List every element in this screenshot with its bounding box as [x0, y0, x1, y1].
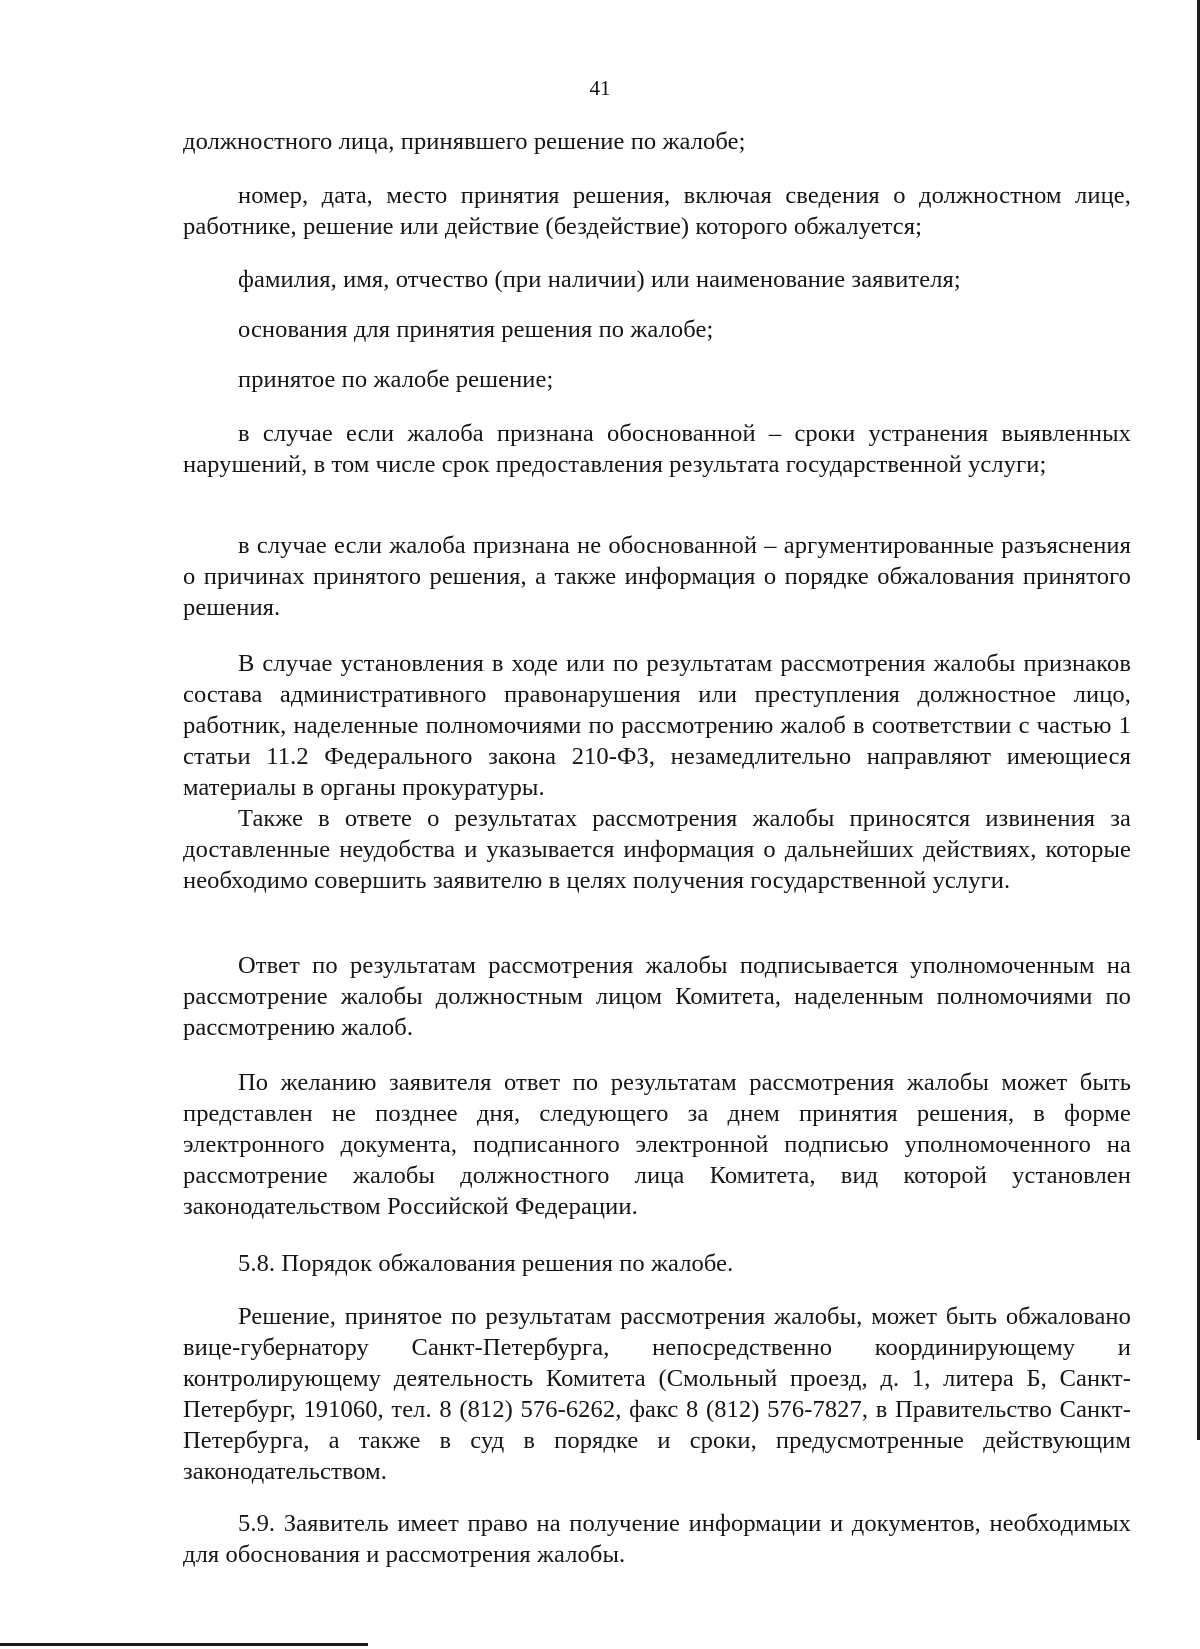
paragraph-electronic-answer: По желанию заявителя ответ по результатам рассмотрения жалобы может быть представлен не позднее дня, следующего за днем принятия решения, в форме электронного документа, подписанного электронной подписью уполномоченного на рассмотрение жалобы должностного лица Комитета, вид которой установлен законодательством Российской Федерации.: [183, 1069, 1131, 1220]
paragraph-continuation: должностного лица, принявшего решение по жалобе;: [183, 128, 746, 155]
paragraph-applicant-name: фамилия, имя, отчество (при наличии) или наименование заявителя;: [238, 266, 961, 293]
paragraph-answer-signed: Ответ по результатам рассмотрения жалобы подписывается уполномоченным на рассмотрение жалобы должностным лицом Комитета, наделенным полномочиями по рассмотрению жалоб.: [183, 952, 1131, 1041]
paragraph-grounds: основания для принятия решения по жалобе;: [238, 316, 714, 343]
paragraph-justified-complaint: в случае если жалоба признана обоснованной – сроки устранения выявленных нарушений, в том числе срок предоставления результата государственной услуги;: [183, 420, 1131, 478]
paragraph-offense-signs: В случае установления в ходе или по результатам рассмотрения жалобы признаков состава административного правонарушения или преступления должностное лицо, работник, наделенные полномочиями по рассмотрению жалоб в соответствии с частью 1 статьи 11.2 Федерального закона 210-ФЗ, незамедлительно направляют имеющиеся материалы в органы прокуратуры.: [183, 650, 1131, 801]
section-heading-5-8: 5.8. Порядок обжалования решения по жалобе.: [238, 1250, 734, 1277]
page-number: 41: [589, 76, 611, 100]
paragraph-apology: Также в ответе о результатах рассмотрения жалобы приносятся извинения за доставленные неудобства и указывается информация о дальнейших действиях, которые необходимо совершить заявителю в целях получения государственной услуги.: [183, 805, 1131, 894]
paragraph-appeal-procedure: Решение, принятое по результатам рассмотрения жалобы, может быть обжаловано вице-губернатору Санкт-Петербурга, непосредственно координирующему и контролирующему деятельность Комитета (Смольный проезд, д. 1, литера Б, Санкт-Петербург, 191060, тел. 8 (812) 576-6262, факс 8 (812) 576-7827, в Правительство Санкт-Петербурга, а также в суд в порядке и сроки, предусмотренные действующим законодательством.: [183, 1303, 1131, 1485]
paragraph-decision-number: номер, дата, место принятия решения, включая сведения о должностном лице, работнике, решение или действие (бездействие) которого обжалуется;: [183, 182, 1131, 240]
paragraph-unjustified-complaint: в случае если жалоба признана не обоснованной – аргументированные разъяснения о причинах принятого решения, а также информация о порядке обжалования принятого решения.: [183, 532, 1131, 621]
paragraph-decision: принятое по жалобе решение;: [238, 366, 554, 393]
scan-bottom-line: [0, 1643, 368, 1646]
paragraph-5-9: 5.9. Заявитель имеет право на получение информации и документов, необходимых для обоснования и рассмотрения жалобы.: [183, 1510, 1131, 1568]
